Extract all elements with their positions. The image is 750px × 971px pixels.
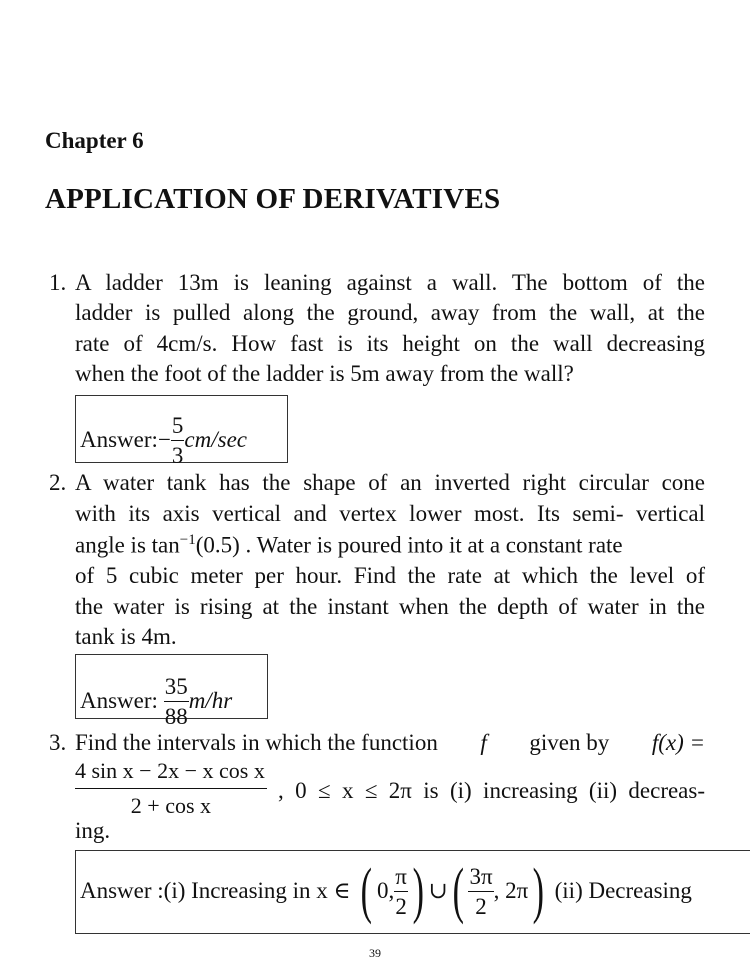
question-3-number: 3.: [49, 730, 67, 755]
question-3-formula: [75, 760, 267, 817]
left-paren: (: [360, 857, 373, 925]
question-3-line: ing.: [75, 818, 111, 843]
question-1-line: rate of 4cm/s. How fast is its height on the wall decreasing: [75, 331, 705, 356]
question-2-line: angle is $\tan^{-1}(0.5)$ . Water is poured into it at a constant rate: [75, 532, 623, 558]
answer-1-unit: cm/sec: [184, 427, 247, 452]
answer-1-label: Answer:: [80, 427, 158, 452]
question-1-line: when the foot of the ladder is 5m away from the wall?: [75, 361, 574, 386]
answer-1-fraction: $\frac{5}{3}$: [171, 413, 184, 468]
page-number: 39: [369, 946, 381, 960]
answer-3-label: Answer :(i) Increasing in x ∈: [80, 878, 351, 903]
interval-1-fraction: $\frac{\pi}{2}$: [395, 863, 407, 919]
answer-1-sign: −: [157, 427, 171, 452]
question-2-line: with its axis vertical and vertex lower most. Its semi- vertical: [75, 501, 705, 526]
question-3-line: Find the intervals in which the function f given by f(x) =: [75, 730, 705, 755]
question-2-line: the water is rising at the instant when the depth of water in the: [75, 594, 705, 619]
answer-2-unit: m/hr: [188, 688, 233, 713]
question-3-line: , 0 ≤ x ≤ 2π is (i) increasing (ii) decreas-: [278, 778, 705, 803]
right-paren: ): [532, 857, 545, 925]
question-1-number: 1.: [49, 270, 67, 295]
function-fraction: $\frac{\text{4 sin x − 2x − x cos x}}{\text{2 + cos x}}$: [75, 758, 265, 818]
answer-box-2: [75, 654, 268, 729]
question-2-number: 2.: [49, 470, 67, 495]
union-symbol: ∪: [428, 878, 448, 903]
left-paren: (: [452, 857, 464, 925]
question-1-line: ladder is pulled along the ground, away from the wall, at the: [75, 300, 705, 325]
answer-3-tail: (ii) Decreasing: [554, 878, 692, 903]
question-2-line: A water tank has the shape of an inverted right circular cone: [75, 470, 705, 495]
right-paren: ): [412, 857, 424, 925]
answer-box-1: [75, 395, 288, 468]
answer-2-label: Answer:: [80, 688, 158, 713]
interval-2-fraction: $\frac{3\pi}{2}$: [469, 863, 493, 919]
chapter-title: APPLICATION OF DERIVATIVES: [45, 183, 501, 215]
question-2-line: of 5 cubic meter per hour. Find the rate at which the level of: [75, 563, 705, 588]
chapter-label: Chapter 6: [45, 128, 144, 153]
question-1-line: A ladder 13m is leaning against a wall. The bottom of the: [75, 270, 705, 295]
answer-2-fraction: $\frac{35}{88}$: [164, 674, 188, 729]
answer-box-3: Answer :(i) Increasing in x ∈ ( 0, $\frac{\pi}{2}$ ) ∪ ( $\frac{3\pi}{2}$ , 2π ) (ii) Decreasing: [75, 850, 750, 934]
question-2-line: tank is 4m.: [75, 624, 177, 649]
